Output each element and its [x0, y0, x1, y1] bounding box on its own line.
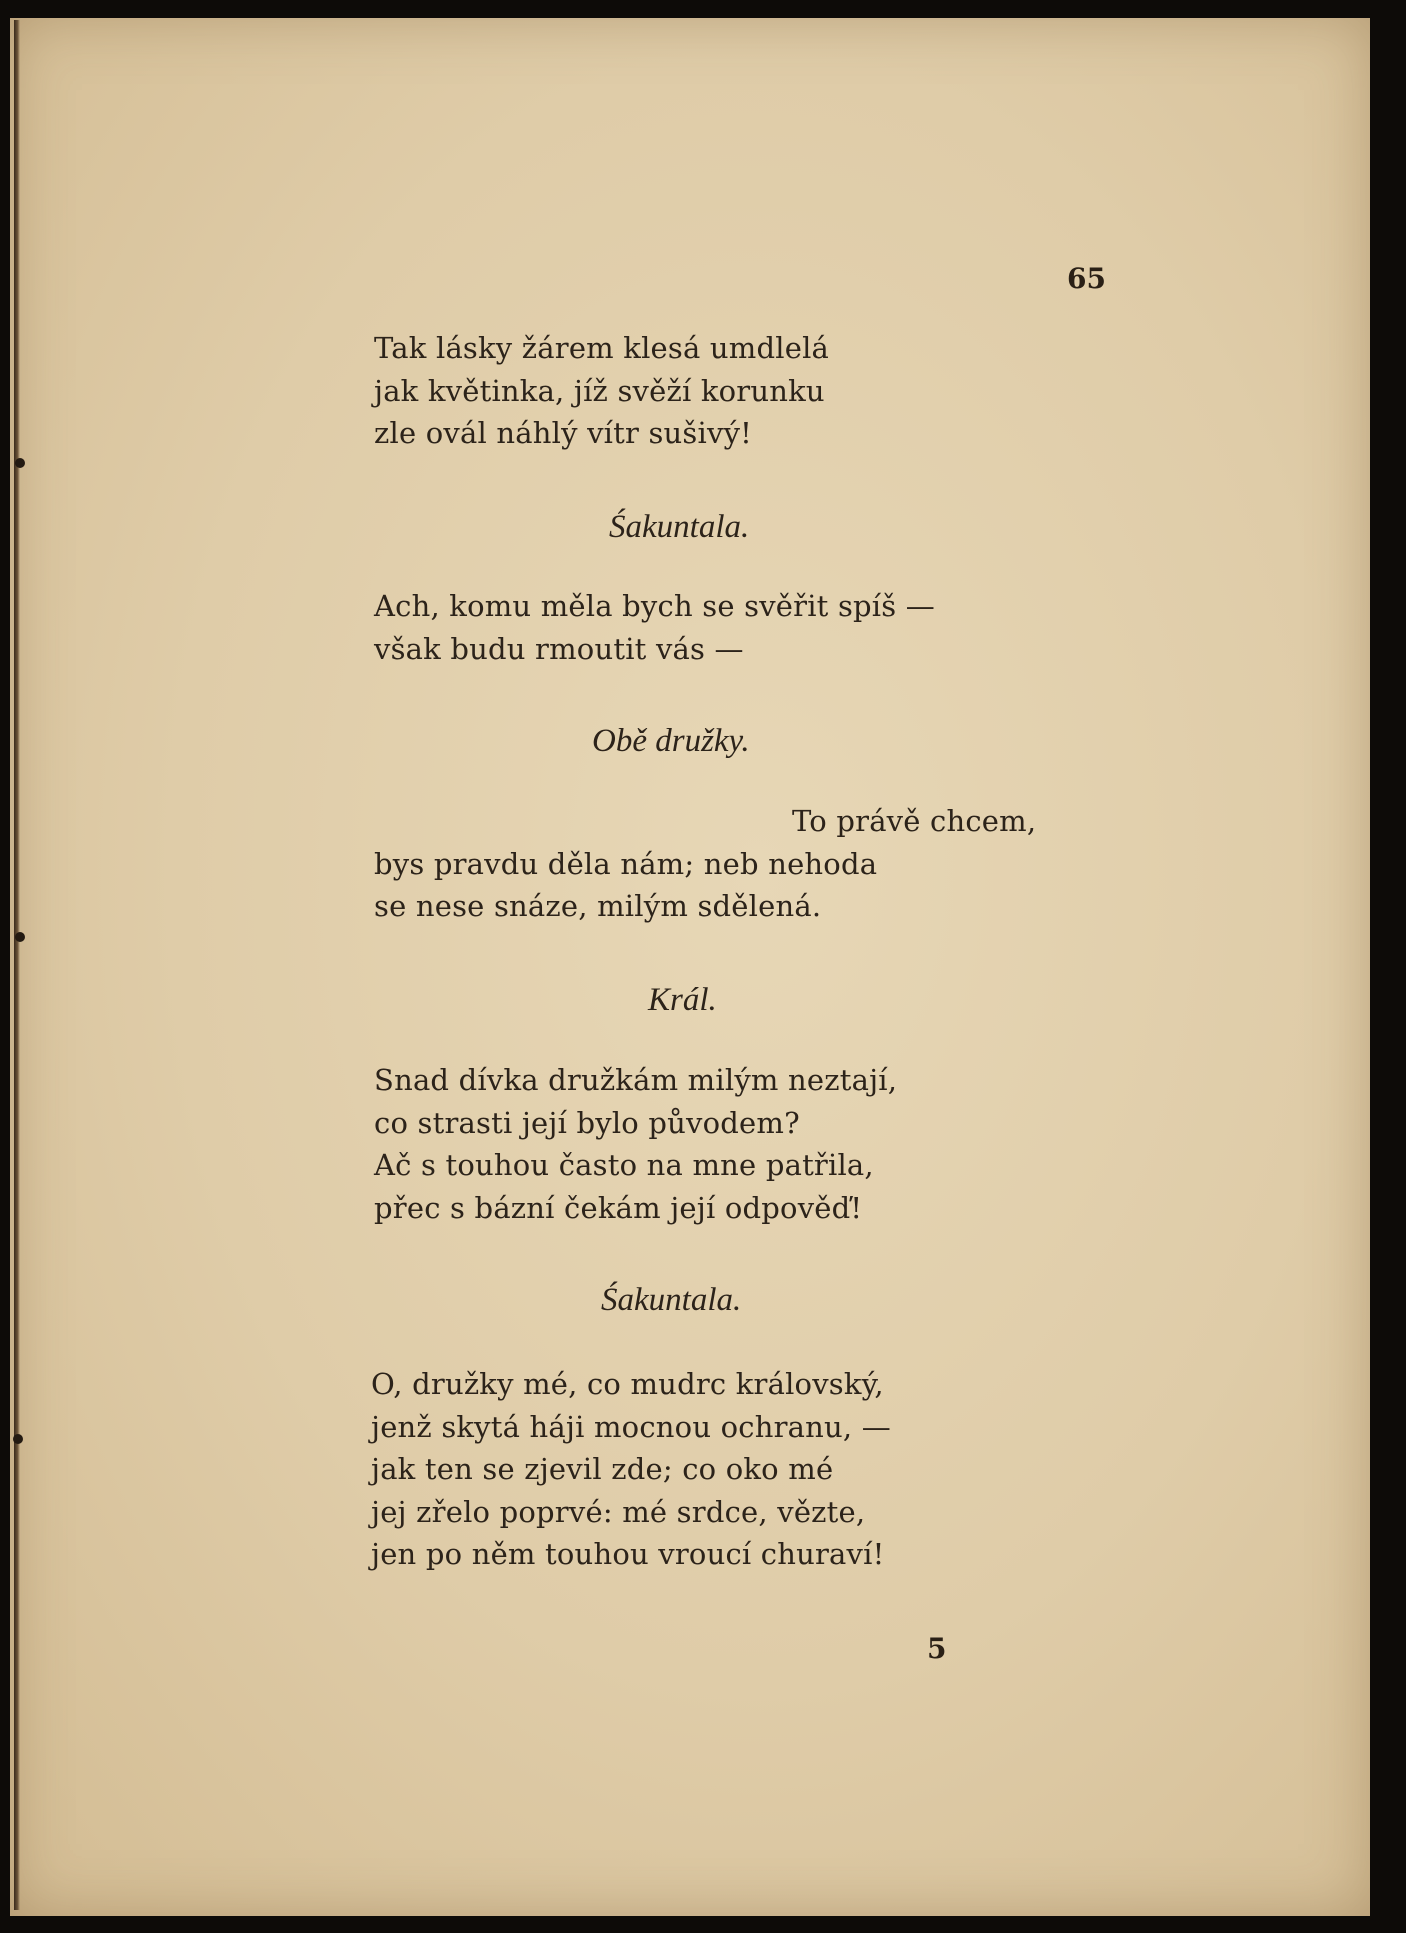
verse-block-3: [374, 800, 1036, 928]
binding-mark: [15, 932, 25, 942]
verse-line: co strasti její bylo původem?: [374, 1105, 800, 1140]
verse-line: jak květinka, jíž svěží korunku: [374, 373, 825, 408]
speaker-heading: Śakuntala.: [601, 1282, 742, 1318]
verse-line: Ach, komu měla bych se svěřit spíš —: [374, 589, 935, 623]
verse-line: přec s báznı́ čekám její odpověď!: [374, 1190, 863, 1225]
verse-line: jej zřelo poprvé: mé srdce, vězte,: [371, 1494, 866, 1529]
verse-line: však budu rmoutit vás —: [374, 631, 744, 666]
signature-mark: 5: [927, 1632, 947, 1665]
verse-line: jen po něm touhou vroucí churaví!: [371, 1537, 885, 1571]
page-number: 65: [1067, 262, 1106, 295]
verse-line: Ač s touhou často na mne patřila,: [374, 1148, 874, 1182]
speaker-heading: Śakuntala.: [609, 509, 750, 545]
verse-line: zle ovál náhlý vítr sušivý!: [374, 416, 753, 450]
verse-line: To právě chcem,: [792, 804, 1037, 838]
binding-edge: [14, 20, 20, 1910]
verse-line: bys pravdu děla nám; neb nehoda: [374, 846, 878, 881]
verse-line: jak ten se zjevil zde; co oko mé: [371, 1452, 834, 1486]
speaker-heading: Obě družky.: [592, 723, 750, 759]
verse-block-2: [374, 585, 935, 670]
verse-line: Snad dívka družkám milým neztají,: [374, 1063, 898, 1097]
verse-line: jenž skytá háji mocnou ochranu, —: [371, 1409, 891, 1444]
binding-mark: [15, 458, 25, 468]
verse-block-4: [374, 1059, 897, 1229]
verse-block-5: [371, 1363, 891, 1576]
binding-mark: [13, 1434, 23, 1444]
speaker-heading: Král.: [648, 982, 717, 1018]
verse-line: se nese snáze, milým sdělená.: [374, 889, 822, 923]
book-page: [10, 18, 1370, 1916]
verse-line: O, družky mé, co mudrc královský,: [371, 1367, 884, 1401]
verse-block-1: [374, 327, 829, 455]
verse-line: Tak lásky žárem klesá umdlelá: [374, 331, 830, 365]
